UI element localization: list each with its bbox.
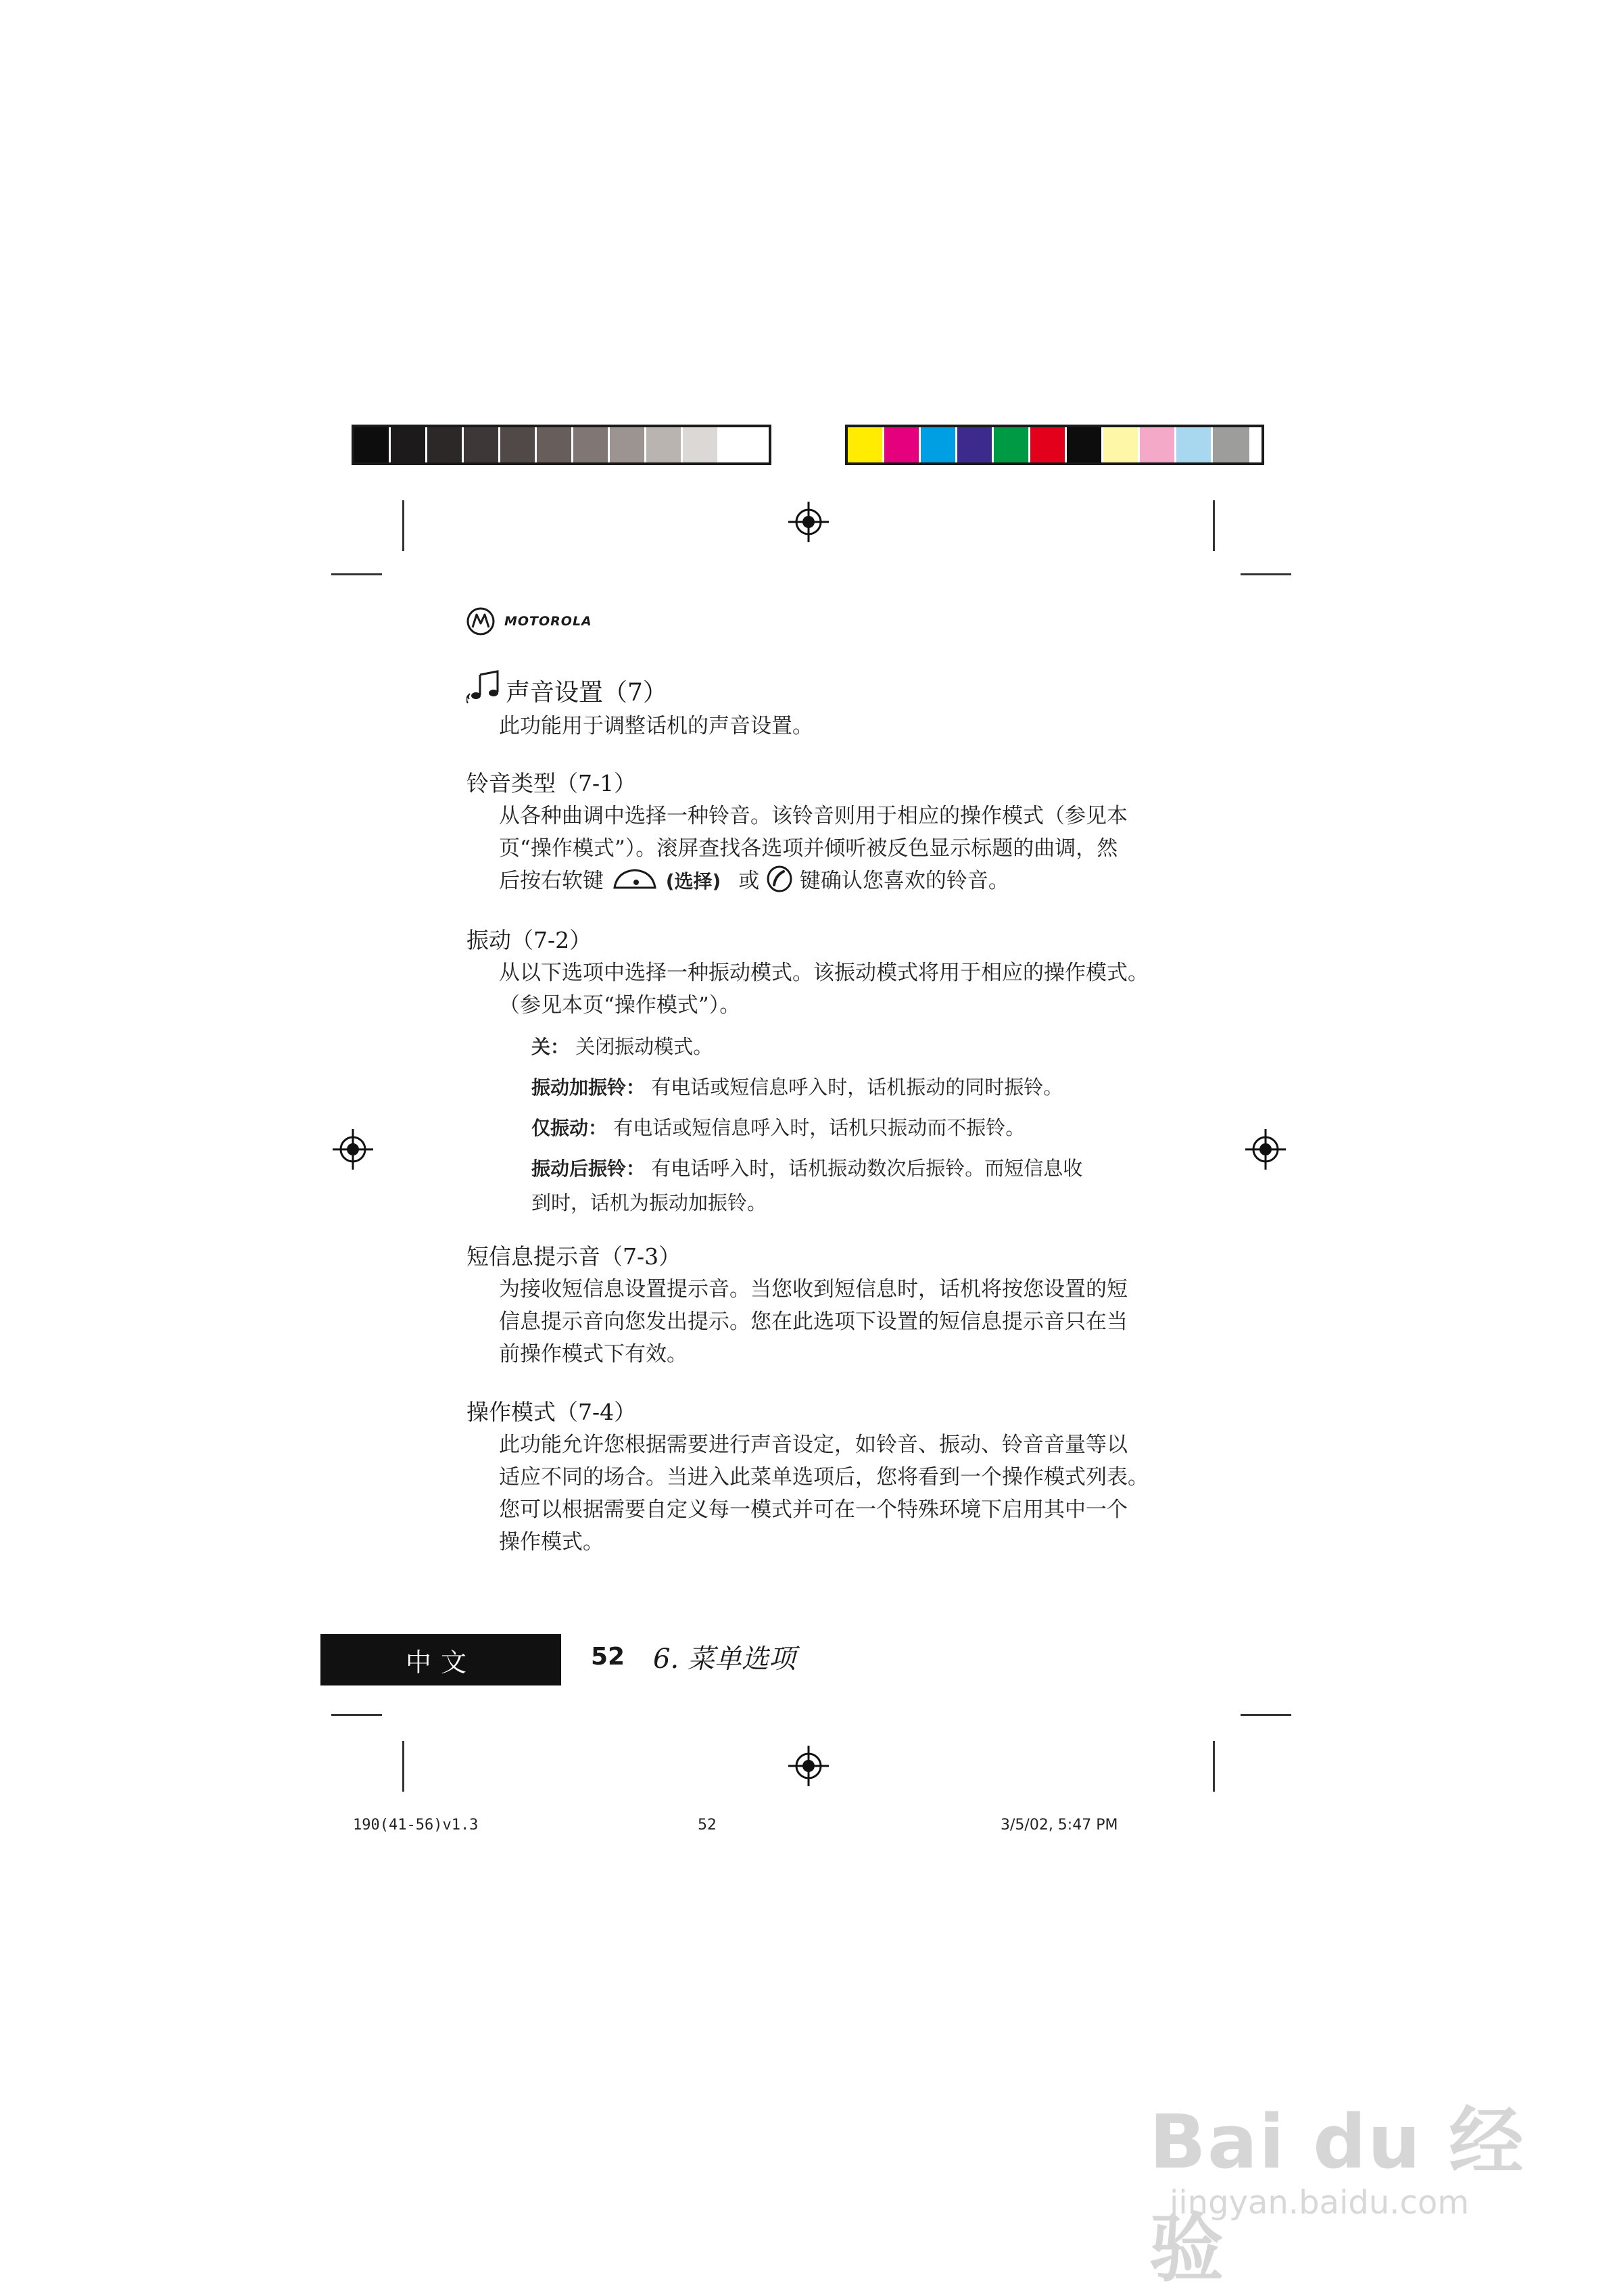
vibrate-line: 从以下选项中选择一种振动模式。该振动模式将用于相应的操作模式。 (499, 961, 1149, 985)
vibrate-option-text: 到时，话机为振动加振铃。 (531, 1191, 767, 1214)
sms-alert-line: 为接收短信息设置提示音。当您收到短信息时，话机将按您设置的短 (499, 1277, 1128, 1301)
color-swatch (957, 427, 994, 462)
sms-alert-body (499, 1273, 1182, 1370)
color-swatch (921, 427, 957, 462)
color-swatch (464, 427, 500, 462)
registration-mark-icon (1245, 1129, 1286, 1170)
color-swatch (427, 427, 464, 462)
vibrate-option-label: 仅振动： (531, 1117, 608, 1139)
crop-mark (1213, 500, 1215, 551)
color-swatch (1067, 427, 1103, 462)
section-intro: 此功能用于调整话机的声音设置。 (499, 714, 813, 738)
ring-type-text: 键确认您喜欢的铃音。 (799, 869, 1009, 893)
process-color-bar (845, 425, 1264, 465)
vibrate-line: （参见本页“操作模式”）。 (499, 993, 741, 1018)
vibrate-option-label: 振动加振铃： (531, 1076, 646, 1099)
color-swatch (1030, 427, 1067, 462)
crop-mark (1241, 1714, 1291, 1716)
right-softkey-icon (610, 867, 659, 893)
color-swatch (884, 427, 921, 462)
color-swatch (573, 427, 610, 462)
vibrate-option-text: 有电话呼入时，话机振动数次后振铃。而短信息收 (651, 1157, 1083, 1180)
crop-mark (1213, 1741, 1215, 1792)
color-swatch (610, 427, 646, 462)
sms-alert-line: 信息提示音向您发出提示。您在此选项下设置的短信息提示音只在当 (499, 1310, 1128, 1334)
sms-alert-line: 前操作模式下有效。 (499, 1342, 688, 1366)
crop-mark (331, 573, 382, 575)
crop-mark (331, 1714, 382, 1716)
color-swatch (719, 427, 756, 462)
sms-alert-heading: 短信息提示音（7-3） (466, 1243, 681, 1270)
section-title-text: 声音设置（7） (506, 679, 667, 707)
profiles-line: 您可以根据需要自定义每一模式并可在一个特殊环境下启用其中一个 (499, 1498, 1128, 1522)
registration-mark-icon (788, 1746, 829, 1786)
section-title (466, 669, 667, 708)
crop-mark (402, 500, 404, 551)
crop-mark (402, 1741, 404, 1792)
color-swatch (994, 427, 1030, 462)
vibrate-option (531, 1151, 1180, 1220)
ring-type-heading: 铃音类型（7-1） (466, 770, 637, 796)
motorola-batwing-icon (466, 607, 495, 636)
vibrate-body (499, 957, 1182, 1022)
watermark (1149, 2082, 1528, 2292)
vibrate-option (531, 1111, 1180, 1145)
profiles-line: 此功能允许您根据需要进行声音设定，如铃音、振动、铃音音量等以 (499, 1433, 1128, 1457)
chapter-title: 6. 菜单选项 (653, 1644, 796, 1675)
color-swatch (1213, 427, 1249, 462)
language-tab: 中文 (320, 1634, 561, 1685)
color-swatch (354, 427, 391, 462)
color-swatch (500, 427, 537, 462)
brand-logo (466, 607, 592, 636)
profiles-heading: 操作模式（7-4） (466, 1399, 637, 1425)
vibrate-option (531, 1070, 1180, 1105)
registration-mark-icon (788, 502, 829, 542)
watermark-url: jingyan.baidu.com (1170, 2184, 1469, 2222)
color-swatch (391, 427, 427, 462)
send-key-icon (766, 865, 793, 893)
profiles-body (499, 1429, 1182, 1558)
select-label: (选择) (665, 870, 721, 892)
color-swatch (683, 427, 719, 462)
crop-mark (1241, 573, 1291, 575)
color-swatch (646, 427, 683, 462)
ring-type-line: 从各种曲调中选择一种铃音。该铃音则用于相应的操作模式（参见本 (499, 804, 1128, 828)
slug-page: 52 (698, 1817, 717, 1834)
vibrate-option (531, 1030, 1180, 1064)
color-swatch (537, 427, 573, 462)
ring-type-line (499, 865, 1182, 898)
or-label: 或 (738, 869, 760, 893)
ring-type-text: 后按右软键 (499, 869, 604, 893)
vibrate-option-text: 有电话或短信息呼入时，话机只振动而不振铃。 (613, 1116, 1026, 1139)
registration-mark-icon (333, 1129, 373, 1170)
color-swatch (848, 427, 884, 462)
music-note-icon (466, 669, 503, 704)
vibrate-option-label: 关： (531, 1036, 570, 1058)
color-swatch (1140, 427, 1176, 462)
page-number: 52 (591, 1643, 625, 1671)
profiles-line: 操作模式。 (499, 1530, 604, 1554)
grayscale-color-bar (352, 425, 771, 465)
color-swatch (1176, 427, 1213, 462)
vibrate-heading: 振动（7-2） (466, 927, 592, 953)
watermark-brand: Bai du 经验 (1149, 2099, 1525, 2292)
brand-name: MOTOROLA (504, 614, 592, 629)
slug-date: 3/5/02, 5:47 PM (1001, 1817, 1118, 1834)
vibrate-option-label: 振动后振铃： (531, 1157, 646, 1180)
profiles-line: 适应不同的场合。当进入此菜单选项后，您将看到一个操作模式列表。 (499, 1465, 1149, 1489)
ring-type-body (499, 800, 1182, 898)
vibrate-option-text: 有电话或短信息呼入时，话机振动的同时振铃。 (651, 1076, 1063, 1099)
slug-file: 190(41-56)v1.3 (353, 1817, 479, 1834)
color-swatch (1103, 427, 1140, 462)
vibrate-option-text: 关闭振动模式。 (575, 1035, 713, 1058)
ring-type-line: 页“操作模式”）。滚屏查找各选项并倾听被反色显示标题的曲调，然 (499, 836, 1118, 861)
